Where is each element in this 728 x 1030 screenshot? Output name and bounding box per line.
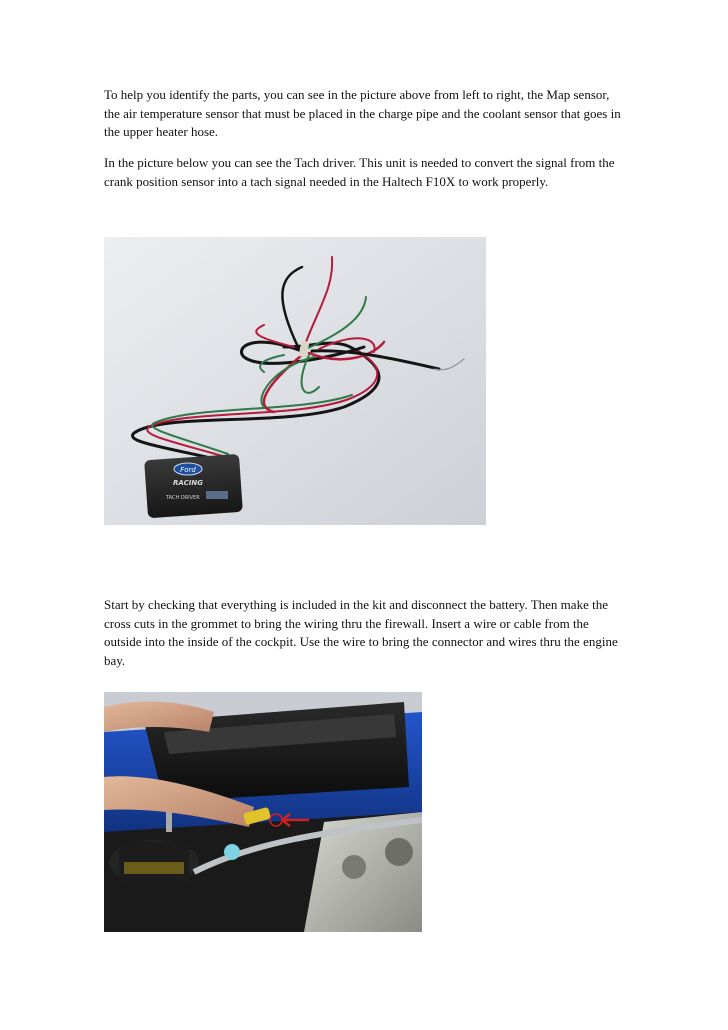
unit-label-text: TACH DRIVER (166, 495, 200, 501)
installation-paragraph: Start by checking that everything is included in the kit and disconnect the battery. Then make the cross cuts in the grommet to bring the wiring thru the firewall. Insert a wire or cable from the outside into the inside of the cockpit. Use the wire to bring the connector and wires thru the engine bay. (104, 597, 618, 668)
racing-logo-text: RACING (173, 479, 203, 487)
tach-driver-photo (104, 237, 486, 525)
intro-paragraph: To help you identify the parts, you can see in the picture above from left to right, the Map sensor, the air temperature sensor that must be placed in the charge pipe and the coolant sensor that goes in the upper heater hose. (104, 87, 621, 139)
ford-logo-text: Ford (180, 466, 196, 474)
engine-bay-photo (104, 692, 422, 932)
tach-driver-paragraph: In the picture below you can see the Tach driver. This unit is needed to convert the signal from the crank position sensor into a tach signal needed in the Haltech F10X to work properly. (104, 155, 615, 189)
